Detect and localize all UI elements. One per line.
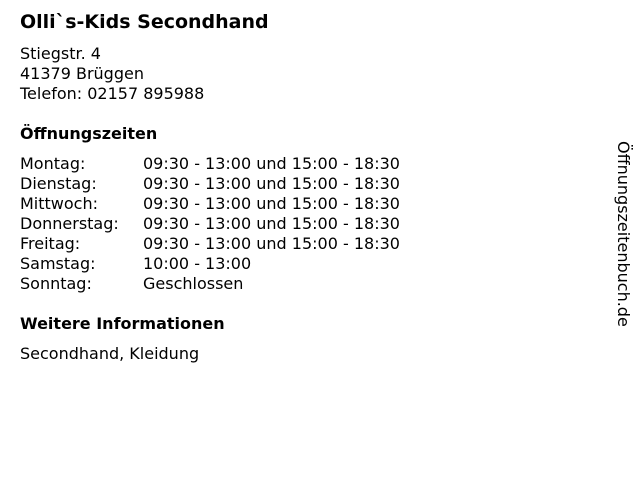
hours-time: 09:30 - 13:00 und 15:00 - 18:30	[143, 214, 400, 233]
hours-row-tuesday	[20, 174, 400, 194]
business-card	[20, 0, 590, 480]
site-brand-text: Öffnungszeitenbuch.de	[614, 141, 633, 327]
more-info-heading: Weitere Informationen	[20, 314, 225, 333]
hours-day: Freitag:	[20, 234, 81, 253]
more-info-text: Secondhand, Kleidung	[20, 344, 200, 363]
address-block	[20, 44, 204, 104]
postal-city: 41379 Brüggen	[20, 64, 144, 83]
hours-row-friday	[20, 234, 400, 254]
hours-row-wednesday	[20, 194, 400, 214]
hours-day: Samstag:	[20, 254, 96, 273]
hours-row-sunday	[20, 274, 400, 294]
hours-day: Sonntag:	[20, 274, 92, 293]
opening-hours-heading: Öffnungszeiten	[20, 124, 158, 143]
street-address: Stiegstr. 4	[20, 44, 101, 63]
site-brand-vertical	[603, 134, 640, 334]
hours-time: 09:30 - 13:00 und 15:00 - 18:30	[143, 234, 400, 253]
hours-time: 09:30 - 13:00 und 15:00 - 18:30	[143, 174, 400, 193]
hours-day: Dienstag:	[20, 174, 97, 193]
hours-row-saturday	[20, 254, 400, 274]
opening-hours-table	[20, 154, 400, 294]
hours-time: Geschlossen	[143, 274, 244, 293]
hours-row-thursday	[20, 214, 400, 234]
hours-day: Mittwoch:	[20, 194, 98, 213]
hours-time: 09:30 - 13:00 und 15:00 - 18:30	[143, 194, 400, 213]
hours-time: 09:30 - 13:00 und 15:00 - 18:30	[143, 154, 400, 173]
phone-number: Telefon: 02157 895988	[20, 84, 205, 103]
hours-row-monday	[20, 154, 400, 174]
hours-day: Donnerstag:	[20, 214, 119, 233]
hours-day: Montag:	[20, 154, 86, 173]
hours-time: 10:00 - 13:00	[143, 254, 252, 273]
business-name: Olli`s-Kids Secondhand	[20, 11, 269, 33]
